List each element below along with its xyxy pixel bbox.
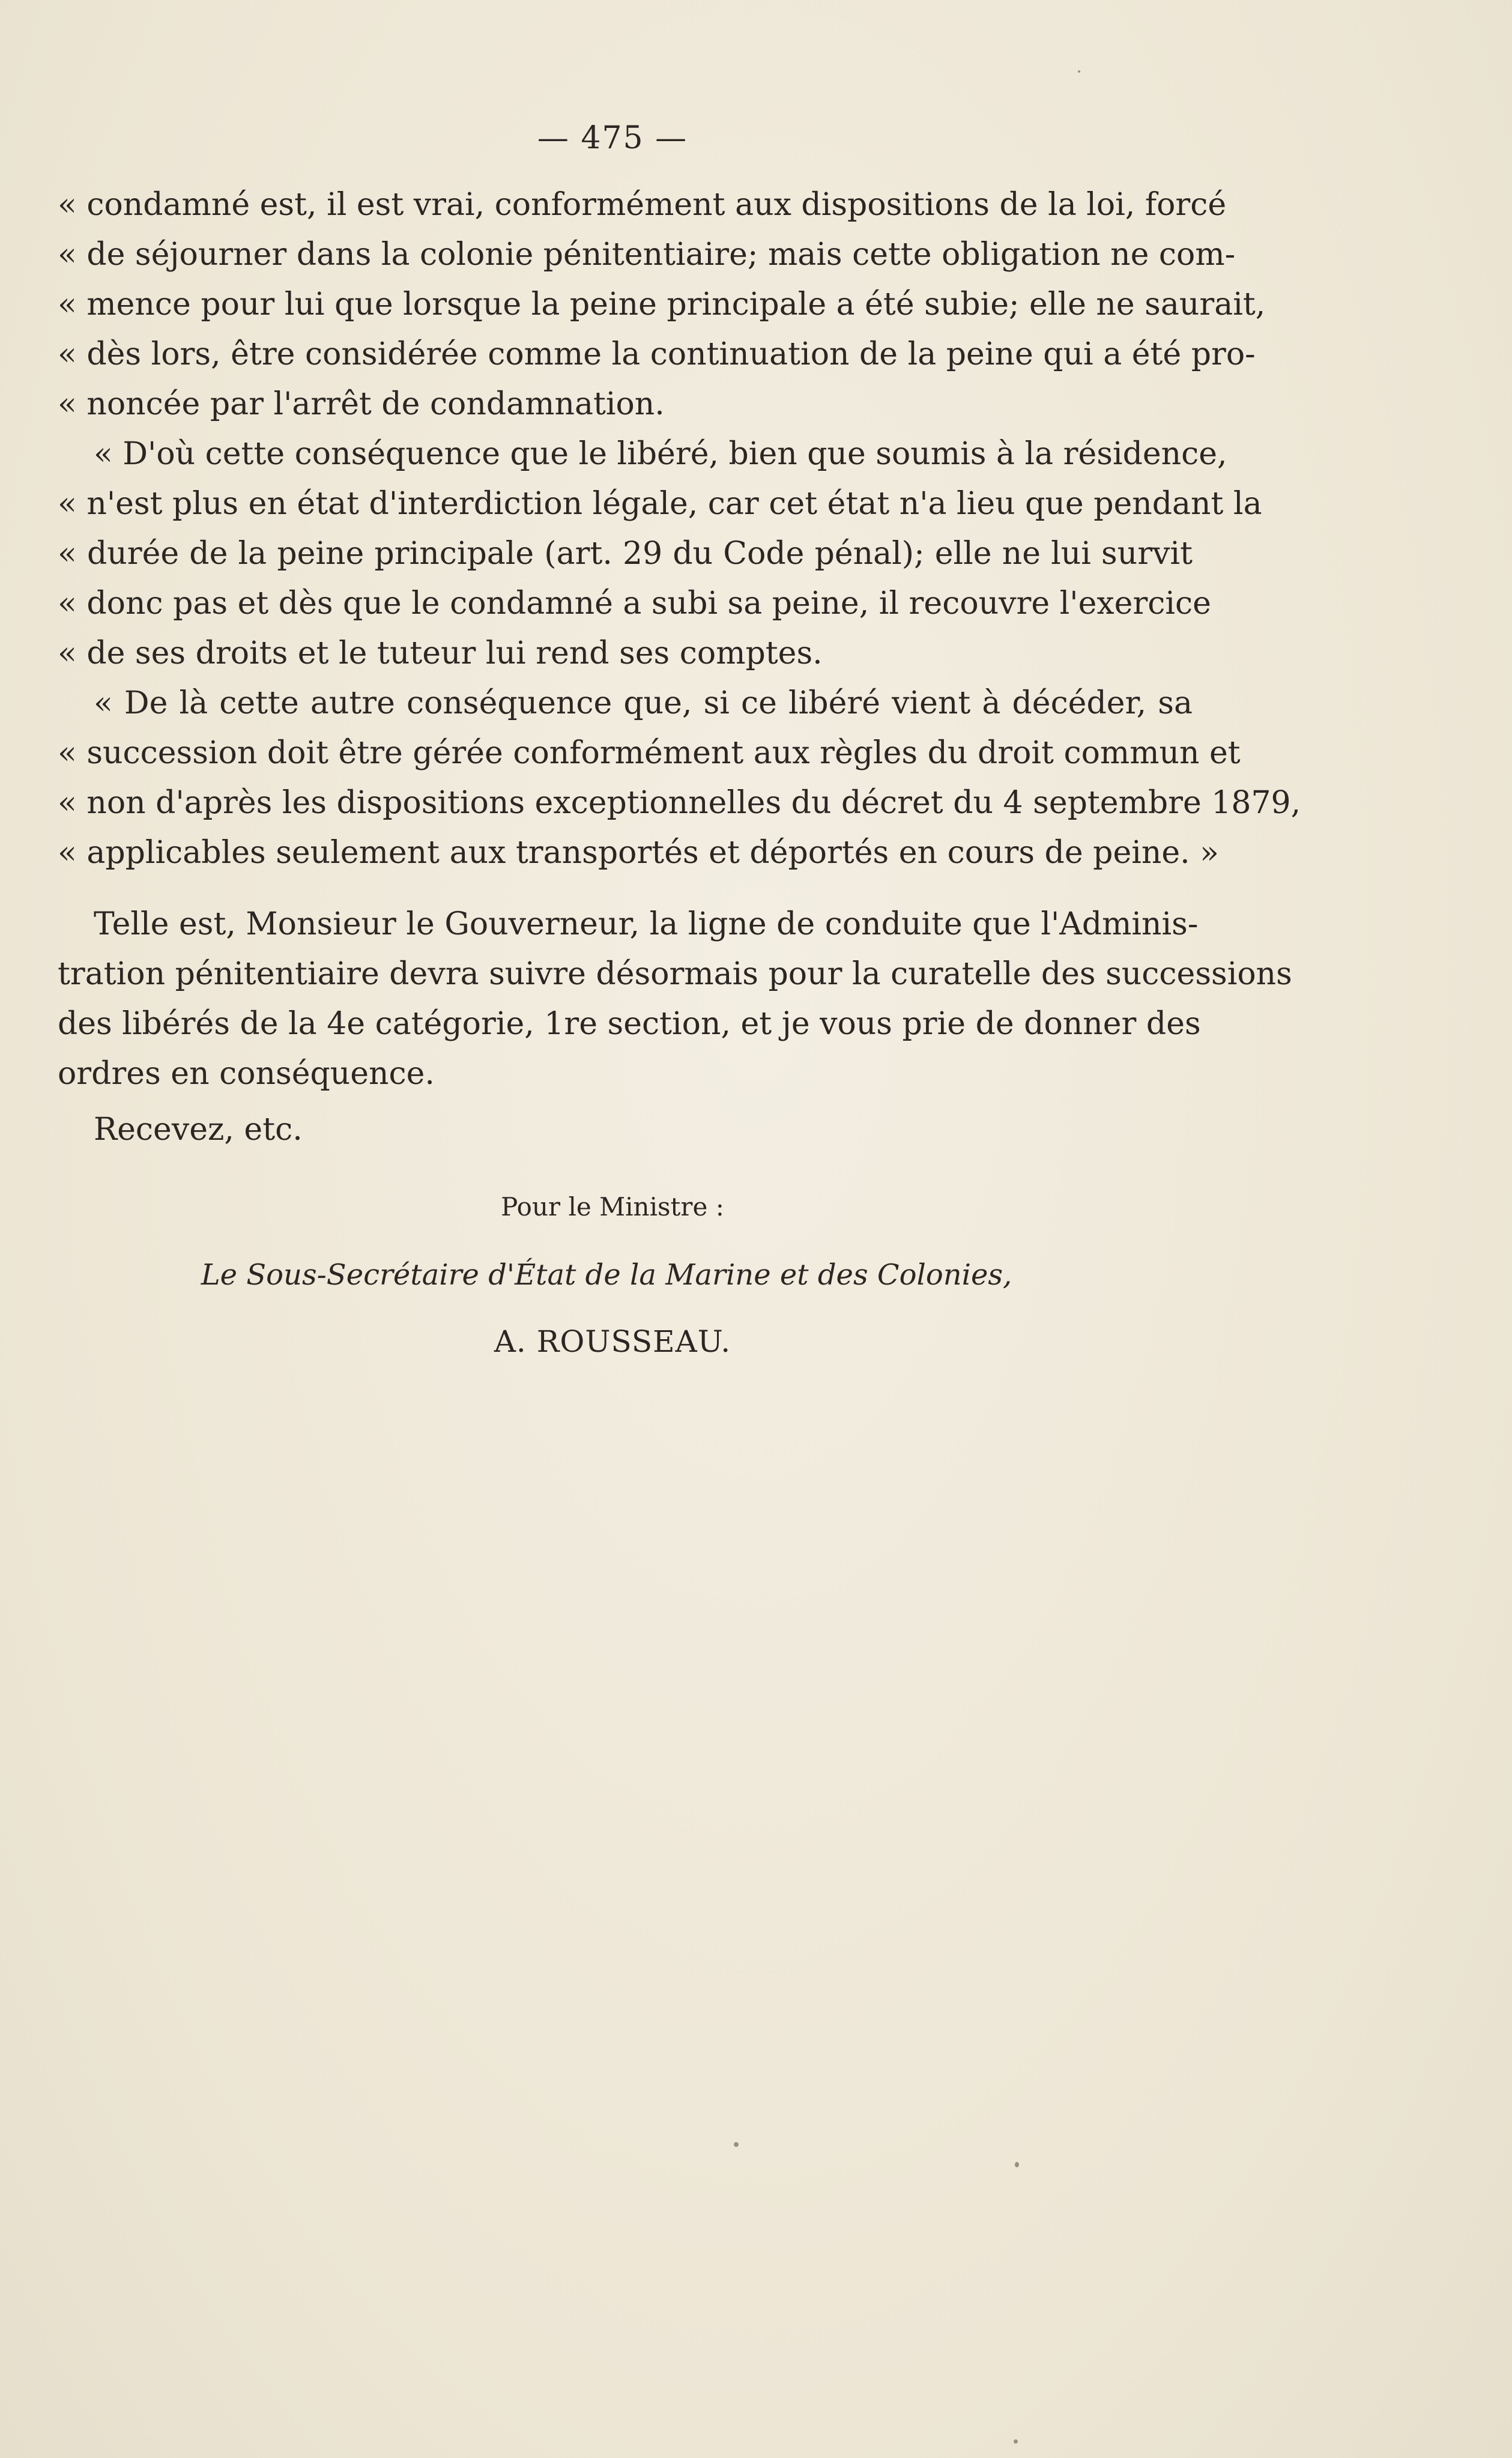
signature-title: Le Sous-Secrétaire d'État de la Marine et des Colonies, — [201, 1258, 1012, 1292]
paper-speck — [1015, 2162, 1019, 2167]
text-line: « durée de la peine principale (art. 29 du Code pénal); elle ne lui survit — [58, 536, 1193, 572]
quoted-paragraph-1 — [58, 180, 1266, 429]
paper-speck — [1078, 70, 1080, 73]
text-line: des libérés de la 4e catégorie, 1re section, et je vous prie de donner des — [58, 1006, 1201, 1042]
text-line: « applicables seulement aux transportés et déportés en cours de peine. » — [58, 835, 1219, 871]
quoted-paragraph-3 — [58, 679, 1301, 878]
text-line: « donc pas et dès que le condamné a subi sa peine, il recouvre l'exercice — [58, 586, 1211, 622]
text-line: « De là cette autre conséquence que, si ce libéré vient à décéder, sa — [94, 685, 1193, 721]
closing-text: Recevez, etc. — [94, 1112, 303, 1148]
quoted-paragraph-2 — [58, 429, 1262, 679]
signature-name: A. ROUSSEAU. — [494, 1324, 731, 1359]
text-line: « mence pour lui que lorsque la peine principale a été subie; elle ne saurait, — [58, 286, 1266, 322]
text-line: « succession doit être gérée conformément aux règles du droit commun et — [58, 735, 1241, 771]
body-text — [58, 180, 1301, 1155]
paper-speck — [734, 2142, 739, 2147]
text-line: ordres en conséquence. — [58, 1056, 435, 1092]
text-line: « de séjourner dans la colonie pénitentiaire; mais cette obligation ne com- — [58, 237, 1236, 273]
page-number: — 475 — — [537, 120, 688, 156]
text-line: « de ses droits et le tuteur lui rend ses comptes. — [58, 635, 823, 671]
paper-speck — [1014, 2439, 1018, 2444]
text-line: tration pénitentiaire devra suivre désormais pour la curatelle des successions — [58, 956, 1292, 992]
text-line: « dès lors, être considérée comme la continuation de la peine qui a été pro- — [58, 336, 1256, 372]
signature-pour-le-ministre: Pour le Ministre : — [501, 1192, 724, 1221]
text-line: « non d'après les dispositions exceptionnelles du décret du 4 septembre 1879, — [58, 785, 1301, 821]
main-paragraph — [58, 900, 1292, 1099]
text-line: « n'est plus en état d'interdiction légale, car cet état n'a lieu que pendant la — [58, 486, 1262, 522]
text-line: « condamné est, il est vrai, conformément aux dispositions de la loi, forcé — [58, 187, 1227, 223]
text-line: « noncée par l'arrêt de condamnation. — [58, 386, 665, 422]
text-line: Telle est, Monsieur le Gouverneur, la ligne de conduite que l'Adminis- — [94, 906, 1199, 942]
text-line: « D'où cette conséquence que le libéré, bien que soumis à la résidence, — [94, 436, 1227, 472]
closing-paragraph — [58, 1105, 1193, 1155]
